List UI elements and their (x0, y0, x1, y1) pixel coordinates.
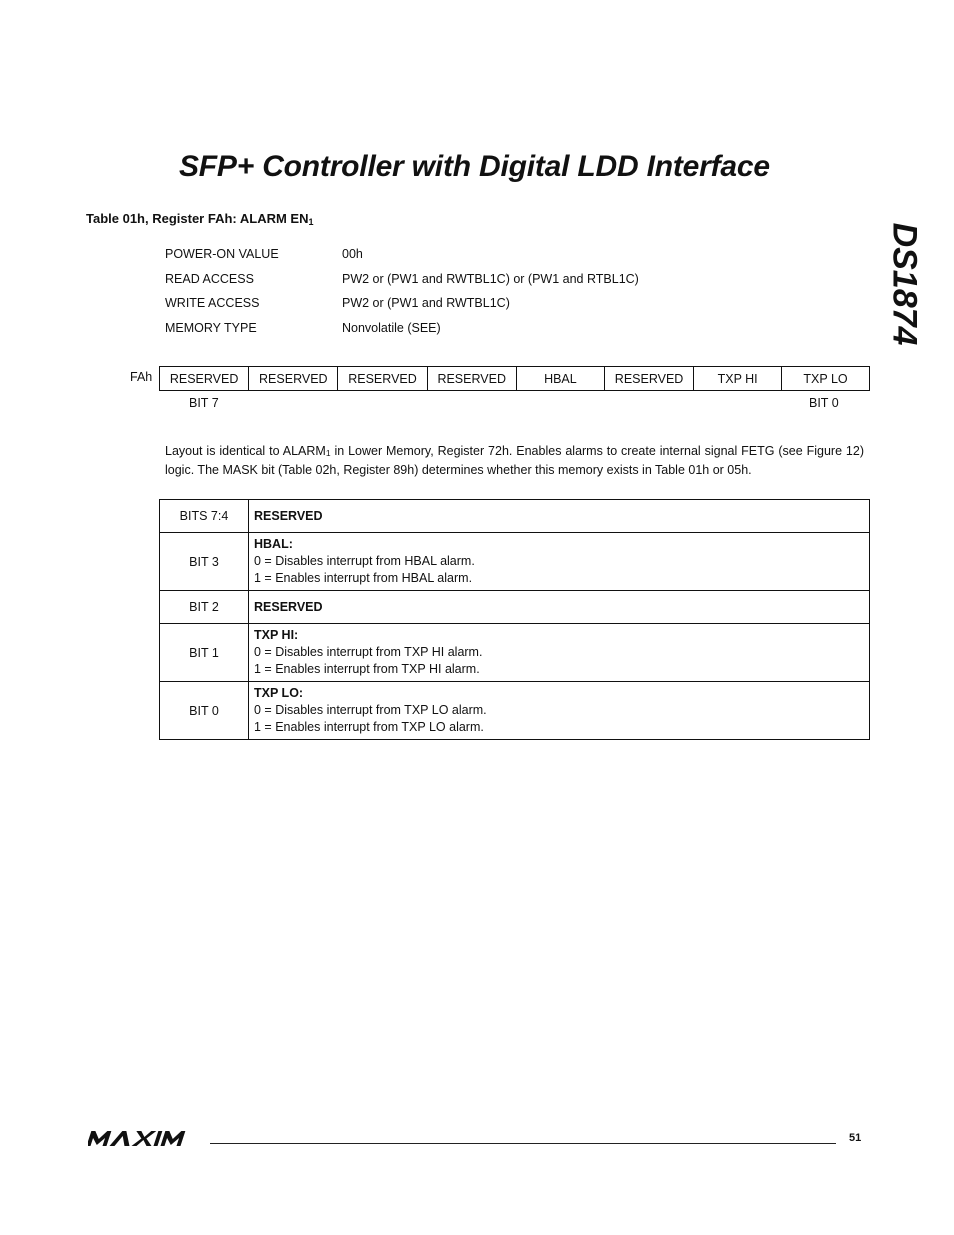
section-heading (86, 211, 314, 227)
table-row (160, 533, 870, 591)
bit-number-cell: BIT 2 (160, 591, 249, 624)
register-bit-cell: TXP LO (782, 367, 870, 391)
bit-definitions-table (159, 499, 870, 740)
property-key: POWER-ON VALUE (165, 247, 279, 261)
property-key: WRITE ACCESS (165, 296, 260, 310)
bit-value-1-text: 1 = Enables interrupt from HBAL alarm. (254, 571, 473, 585)
register-properties (165, 247, 639, 345)
bit-name: RESERVED (249, 591, 870, 624)
table-row (160, 682, 870, 740)
register-bit-cell: HBAL (516, 367, 604, 391)
register-bit-cell: RESERVED (249, 367, 338, 391)
bit-name: HBAL: (254, 537, 293, 551)
table-row (160, 500, 870, 533)
property-row (165, 296, 639, 321)
page-number: 51 (849, 1132, 862, 1144)
maxim-logo (88, 1129, 200, 1147)
bit-value-0-text: 0 = Disables interrupt from HBAL alarm. (254, 554, 475, 568)
part-number-text: DS1874 (885, 222, 924, 346)
section-heading-text: Table 01h, Register FAh: ALARM EN (86, 211, 309, 226)
bit-number-cell: BIT 0 (160, 682, 249, 740)
property-value: Nonvolatile (SEE) (342, 320, 441, 335)
register-bit-cell: TXP HI (694, 367, 782, 391)
register-bit-cell: RESERVED (338, 367, 427, 391)
register-address-label: FAh (130, 370, 153, 384)
bit-definition-cell (249, 682, 870, 740)
property-value: 00h (342, 247, 363, 261)
page-title: SFP+ Controller with Digital LDD Interface (179, 150, 770, 183)
footer-rule (210, 1143, 836, 1144)
bit-name: TXP LO: (254, 686, 304, 700)
property-row (165, 272, 639, 297)
bit-number-cell: BIT 3 (160, 533, 249, 591)
register-bit-cell: RESERVED (427, 367, 516, 391)
bit-value-0-text: 0 = Disables interrupt from TXP HI alarm. (254, 645, 483, 659)
part-number-side-label (885, 214, 924, 354)
register-bit-map (159, 366, 870, 391)
description-text: Layout is identical to ALARM (165, 444, 326, 458)
property-key: MEMORY TYPE (165, 320, 257, 335)
bit-definition-cell (249, 533, 870, 591)
property-row (165, 321, 639, 346)
description-text-continued: in Lower Memory, Register 72h. Enables alarms to create internal signal FETG (see Figure 12) logic. The MASK bit (Table 02h, Register 89h) determines whether this memory exists in Table 01h or 05h. (165, 444, 864, 477)
register-description (165, 443, 864, 478)
lsb-label: BIT 0 (809, 396, 839, 410)
table-row (160, 591, 870, 624)
property-key: READ ACCESS (165, 271, 254, 286)
register-bit-row (160, 367, 870, 391)
property-row (165, 247, 639, 272)
bit-value-1-text: 1 = Enables interrupt from TXP HI alarm. (254, 662, 480, 676)
bit-name: RESERVED (249, 500, 870, 533)
register-bit-cell: RESERVED (604, 367, 693, 391)
bit-value-0-text: 0 = Disables interrupt from TXP LO alarm. (254, 703, 487, 717)
bit-name: TXP HI: (254, 628, 299, 642)
description-subscript: 1 (325, 448, 331, 458)
bit-number-cell: BIT 1 (160, 624, 249, 682)
table-row (160, 624, 870, 682)
msb-label: BIT 7 (189, 396, 219, 410)
section-heading-subscript: 1 (308, 217, 314, 227)
register-bit-cell: RESERVED (160, 367, 249, 391)
property-value: PW2 or (PW1 and RWTBL1C) (342, 296, 510, 310)
bit-number-cell: BITS 7:4 (160, 500, 249, 533)
property-value: PW2 or (PW1 and RWTBL1C) or (PW1 and RTBL1C) (342, 271, 639, 286)
bit-value-1-text: 1 = Enables interrupt from TXP LO alarm. (254, 720, 484, 734)
bit-definition-cell (249, 624, 870, 682)
